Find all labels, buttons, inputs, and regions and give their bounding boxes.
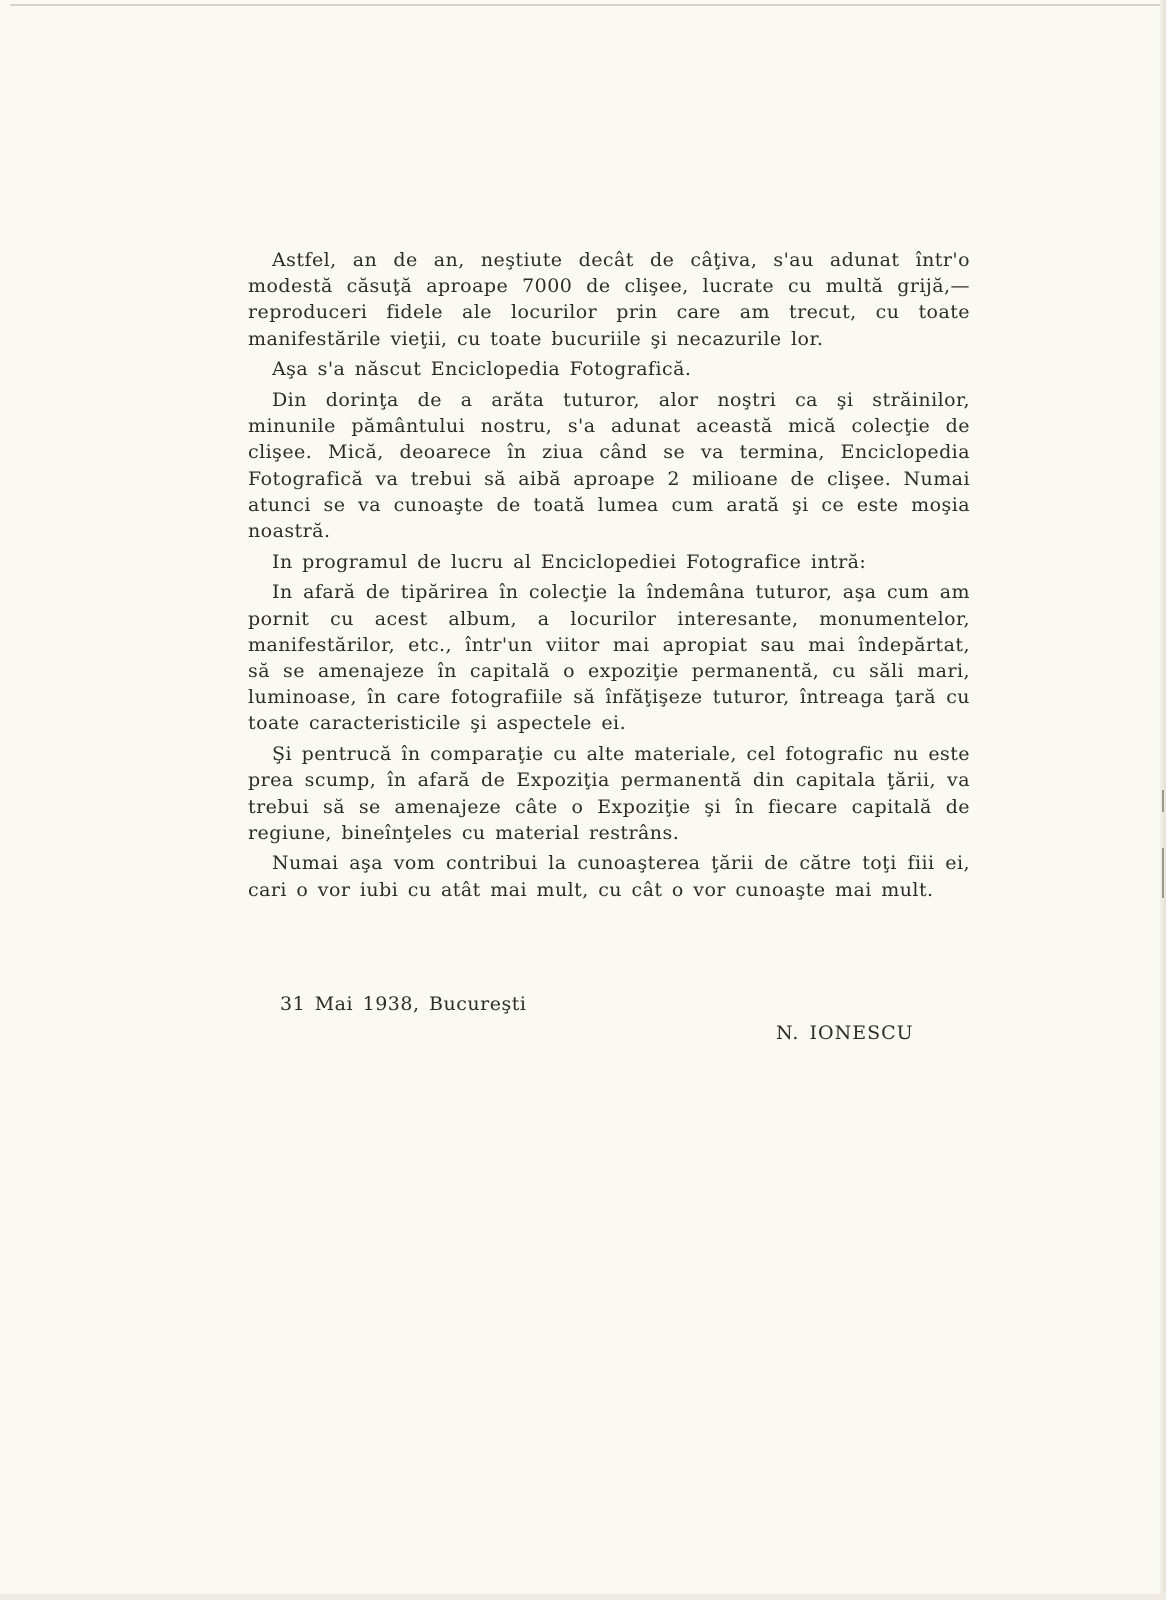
- page-bottom-edge: [0, 1594, 1166, 1600]
- paragraph-1: Astfel, an de an, neştiute decât de câţiva, s'au adunat într'o modestă căsuţă aproape 7000 de clişee, lucrate cu multă grijă,— reproduceri fidele ale locurilor prin care am trecut, cu toate manifestările vieţii, cu toate bucuriile şi necazurile lor.: [248, 249, 970, 350]
- paragraph-7: Numai aşa vom contribui la cunoaşterea ţării de către toţi fiii ei, cari o vor iubi cu atât mai mult, cu cât o vor cunoaşte mai mult.: [248, 852, 970, 901]
- date-place: 31 Mai 1938, Bucureşti: [280, 993, 527, 1015]
- body-text: [248, 247, 970, 907]
- author-signature: N. IONESCU: [776, 1022, 914, 1044]
- paragraph-2: Aşa s'a născut Enciclopedia Fotografică.: [272, 358, 692, 381]
- paragraph-5: In afară de tipărirea în colecţie la îndemâna tuturor, aşa cum am pornit cu acest album, a locurilor interesante, monumentelor, manifestărilor, etc., într'un viitor mai apropiat sau mai îndepărtat, să se amenajeze în capitală o expoziţie permanentă, cu săli mari, luminoase, în care fotografiile să înfăţişeze tuturor, întreaga ţară cu toate caracteristicile şi aspectele ei.: [248, 581, 970, 735]
- paragraph-3: Din dorinţa de a arăta tuturor, alor noştri ca şi străinilor, minunile pământului nostru, s'a adunat această mică colecţie de clişee. Mică, deoarece în ziua când se va termina, Enciclopedia Fotografică va trebui să aibă aproape 2 milioane de clişee. Numai atunci se va cunoaşte de toată lumea cum arată şi ce este moşia noastră.: [248, 389, 970, 543]
- binding-mark: [1162, 790, 1164, 812]
- page-top-edge: [10, 4, 1160, 6]
- paragraph-4: In programul de lucru al Enciclopediei Fotografice intră:: [272, 550, 867, 573]
- binding-mark: [1162, 848, 1164, 898]
- paragraph-6: Şi pentrucă în comparaţie cu alte materiale, cel fotografic nu este prea scump, în afară de Expoziţia permanentă din capitala ţării, va trebui să se amenajeze câte o Expoziţie şi în fiecare capitală de regiune, bineînţeles cu material restrâns.: [248, 743, 970, 844]
